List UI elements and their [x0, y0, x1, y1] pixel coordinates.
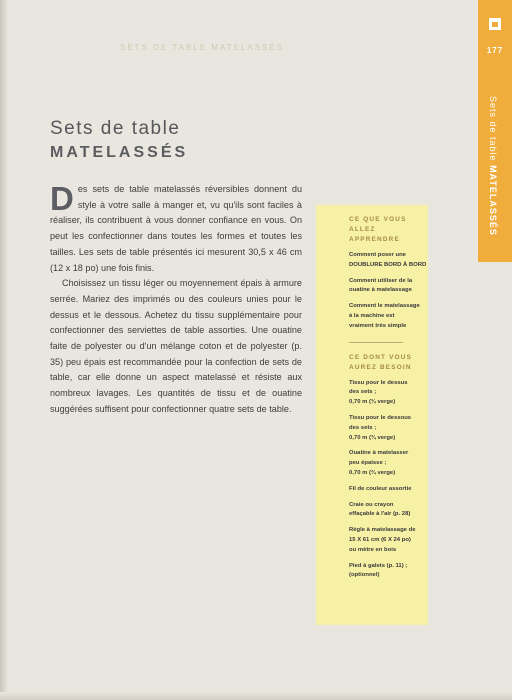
need-item-2-line2: des sets ; — [349, 424, 377, 431]
learn-item-3-line2: à la machine est — [349, 312, 395, 319]
need-item-5-line1: Craie ou crayon — [349, 501, 394, 508]
need-item-7-line2: (optionnel) — [349, 572, 380, 579]
learn-item-1-line1: Comment poser une — [349, 252, 406, 258]
learn-item — [349, 302, 420, 331]
need-item-6-line2: 15 X 61 cm (6 X 24 po) — [349, 536, 411, 543]
learn-item-1-line2: DOUBLURE BORD À BORD — [349, 261, 427, 268]
need-item — [349, 485, 420, 495]
learn-item-3-line3: vraiment très simple — [349, 322, 407, 329]
chapter-side-tab — [478, 0, 512, 262]
need-item — [349, 501, 420, 521]
need-item-6-line3: ou mètre en bois — [349, 546, 397, 553]
need-heading-line2: AUREZ BESOIN — [349, 363, 412, 371]
need-item — [349, 526, 420, 555]
learn-item-2-line2: ouatine à matelassage — [349, 287, 412, 294]
page-bottom-edge — [0, 692, 512, 700]
page-title-line2: MATELASSÉS — [50, 144, 189, 161]
running-header: SETS DE TABLE MATELASSÉS — [120, 43, 285, 52]
page-title-line1: Sets de table — [50, 118, 181, 139]
need-item-3-line2: peu épaisse ; — [349, 460, 387, 467]
learn-heading-line1: CE QUE VOUS ALLEZ — [349, 216, 407, 233]
drop-cap: D — [50, 180, 74, 217]
learn-item — [349, 277, 420, 297]
need-item-2-line3: 0,70 m (¾ verge) — [349, 434, 396, 441]
need-item-4-line1: Fil de couleur assortie — [349, 485, 412, 492]
need-item-6-line1: Règle à matelassage de — [349, 527, 416, 534]
side-tab-title-normal: Sets de table — [488, 96, 498, 162]
need-item-7-line1: Pied à galets (p. 11) ; — [349, 562, 408, 569]
learn-heading — [349, 215, 420, 245]
learn-heading-line2: APPRENDRE — [349, 236, 400, 243]
page-number: 177 — [486, 46, 504, 55]
learn-item — [349, 251, 427, 271]
learn-item-2-line1: Comment utiliser de la — [349, 277, 413, 284]
article-body — [50, 182, 302, 418]
sidebar-box — [316, 205, 428, 625]
paragraph-1 — [50, 182, 302, 276]
need-item-3-line1: Ouatine à matelasser — [349, 450, 409, 457]
need-heading — [349, 353, 420, 373]
need-item-3-line3: 0,70 m (¾ verge) — [349, 469, 396, 476]
paragraph-2: Choisissez un tissu léger ou moyennement épais à armure serrée. Mariez des imprimés ou des couleurs unies pour le dessus et le dessous. Achetez du tissu supplémentaire pour confectionner des serviettes de table assorties. Une ouatine faite de polyester ou d'un mélange coton et de polyester (p. 35) peu épais est recommandée pour la confection de sets de table, car elle donne un aspect matelassé et résiste aux nombreux lavages. Les quantités de tissu et de ouatine suggérées suffisent pour confectionner quatre sets de table. — [50, 278, 302, 414]
need-item — [349, 414, 420, 443]
sidebar-divider — [349, 342, 403, 343]
need-item-1-line2: des sets ; — [349, 389, 377, 396]
need-item — [349, 449, 420, 478]
need-item — [349, 379, 420, 408]
paragraph-1-text: es sets de table matelassés réversibles donnent du style à votre salle à manger et, vu qu'ils sont faciles à réaliser, ils contribuent à vous donner confiance en vous. On peut les confectionner dans toutes les formes et toutes les tailles. Les sets de table présentés ici mesurent 30,5 x 46 cm (12 x 18 po) une fois finis. — [50, 184, 302, 273]
need-item-1-line1: Tissu pour le dessus — [349, 379, 408, 386]
tab-marker-icon — [489, 18, 501, 30]
learn-item-3-line1: Comment le matelassage — [349, 303, 420, 310]
need-item-1-line3: 0,70 m (¾ verge) — [349, 399, 396, 406]
need-heading-line1: CE DONT VOUS — [349, 353, 413, 361]
side-tab-title-bold: MATELASSÉS — [488, 165, 498, 236]
need-item-5-line2: effaçable à l'air (p. 28) — [349, 511, 411, 518]
need-item — [349, 562, 420, 582]
page-binding-shadow — [0, 0, 8, 700]
need-item-2-line1: Tissu pour le dessous — [349, 414, 412, 421]
side-tab-title — [488, 96, 498, 236]
